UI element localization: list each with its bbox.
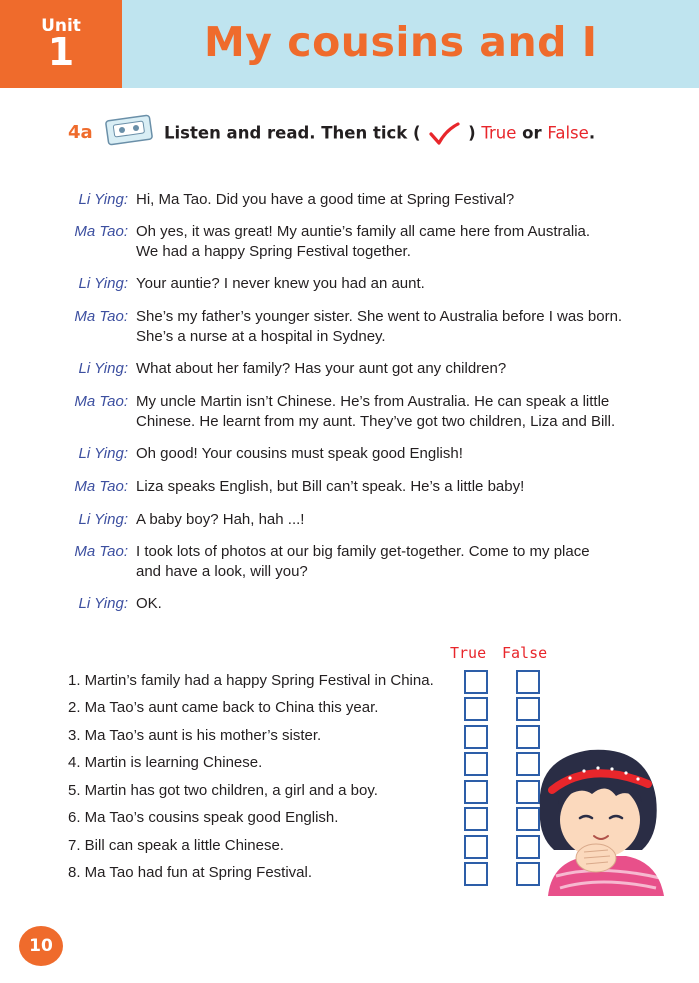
speaker-name: Li Ying: (78, 360, 128, 377)
speech-text (136, 594, 656, 614)
speech-line: and have a look, will you? (136, 563, 308, 580)
speaker-name: Li Ying: (78, 191, 128, 208)
true-checkbox-3[interactable] (464, 725, 488, 749)
speaker-name: Ma Tao: (74, 478, 128, 495)
true-column-header: True (450, 644, 487, 662)
true-word: True (481, 123, 517, 143)
true-checkbox-5[interactable] (464, 780, 488, 804)
statement-1: 1. Martin’s family had a happy Spring Festival in China. (68, 672, 434, 689)
instruction-close: ) (468, 123, 476, 143)
speaker-name: Li Ying: (78, 445, 128, 462)
page-number-badge (19, 926, 63, 966)
statement-6: 6. Ma Tao’s cousins speak good English. (68, 809, 339, 826)
speaker-name: Ma Tao: (74, 393, 128, 410)
instruction-period: . (588, 123, 596, 143)
speaker-name: Li Ying: (78, 511, 128, 528)
speech-text (136, 392, 656, 432)
speech-text (136, 477, 656, 497)
speaker-name: Ma Tao: (74, 543, 128, 560)
speech-text (136, 510, 656, 530)
cassette-tape-icon (104, 112, 154, 146)
speech-text (136, 444, 656, 464)
false-column-header: False (502, 644, 548, 662)
or-word: or (522, 123, 542, 143)
statement-5: 5. Martin has got two children, a girl and a boy. (68, 782, 378, 799)
false-checkbox-1[interactable] (516, 670, 540, 694)
instruction-text: Listen and read. Then tick ( (164, 123, 421, 143)
true-checkbox-6[interactable] (464, 807, 488, 831)
true-checkbox-2[interactable] (464, 697, 488, 721)
unit-word: Unit (41, 16, 81, 36)
speech-line: OK. (136, 595, 162, 612)
girl-illustration (530, 738, 670, 896)
speech-line: We had a happy Spring Festival together. (136, 243, 411, 260)
statement-3: 3. Ma Tao’s aunt is his mother’s sister. (68, 727, 322, 744)
speech-line: Hi, Ma Tao. Did you have a good time at Spring Festival? (136, 191, 515, 208)
statement-8: 8. Ma Tao had fun at Spring Festival. (68, 864, 313, 881)
false-checkbox-2[interactable] (516, 697, 540, 721)
speaker-name: Ma Tao: (74, 308, 128, 325)
statement-7: 7. Bill can speak a little Chinese. (68, 837, 284, 854)
true-checkbox-7[interactable] (464, 835, 488, 859)
false-word: False (547, 123, 589, 143)
speech-line: Oh yes, it was great! My auntie’s family all came here from Australia. (136, 223, 591, 240)
true-checkbox-1[interactable] (464, 670, 488, 694)
speaker-name: Li Ying: (78, 275, 128, 292)
speech-line: Oh good! Your cousins must speak good English! (136, 445, 463, 462)
statement-4: 4. Martin is learning Chinese. (68, 754, 263, 771)
speech-line: What about her family? Has your aunt got any children? (136, 360, 507, 377)
speech-line: She’s a nurse at a hospital in Sydney. (136, 328, 386, 345)
exercise-instruction (164, 122, 595, 146)
speaker-name: Ma Tao: (74, 223, 128, 240)
speech-line: Chinese. He learnt from my aunt. They’ve got two children, Liza and Bill. (136, 413, 616, 430)
speech-line: My uncle Martin isn’t Chinese. He’s from Australia. He can speak a little (136, 393, 610, 410)
speech-line: Liza speaks English, but Bill can’t speak. He’s a little baby! (136, 478, 525, 495)
speech-text (136, 542, 656, 582)
exercise-label: 4a (68, 122, 93, 143)
tick-icon (428, 122, 460, 146)
speech-text (136, 190, 656, 210)
true-checkbox-4[interactable] (464, 752, 488, 776)
speech-text (136, 222, 656, 262)
speech-line: She’s my father’s younger sister. She went to Australia before I was born. (136, 308, 623, 325)
speaker-name: Li Ying: (78, 595, 128, 612)
speech-text (136, 359, 656, 379)
speech-line: I took lots of photos at our big family get-together. Come to my place (136, 543, 590, 560)
unit-number: 1 (47, 30, 75, 74)
page-number: 10 (29, 936, 53, 956)
speech-line: A baby boy? Hah, hah ...! (136, 511, 305, 528)
speech-line: Your auntie? I never knew you had an aunt. (136, 275, 425, 292)
statement-2: 2. Ma Tao’s aunt came back to China this year. (68, 699, 379, 716)
page-title: My cousins and I (204, 18, 598, 66)
speech-text (136, 274, 656, 294)
speech-text (136, 307, 656, 347)
unit-badge (0, 0, 122, 88)
true-checkbox-8[interactable] (464, 862, 488, 886)
